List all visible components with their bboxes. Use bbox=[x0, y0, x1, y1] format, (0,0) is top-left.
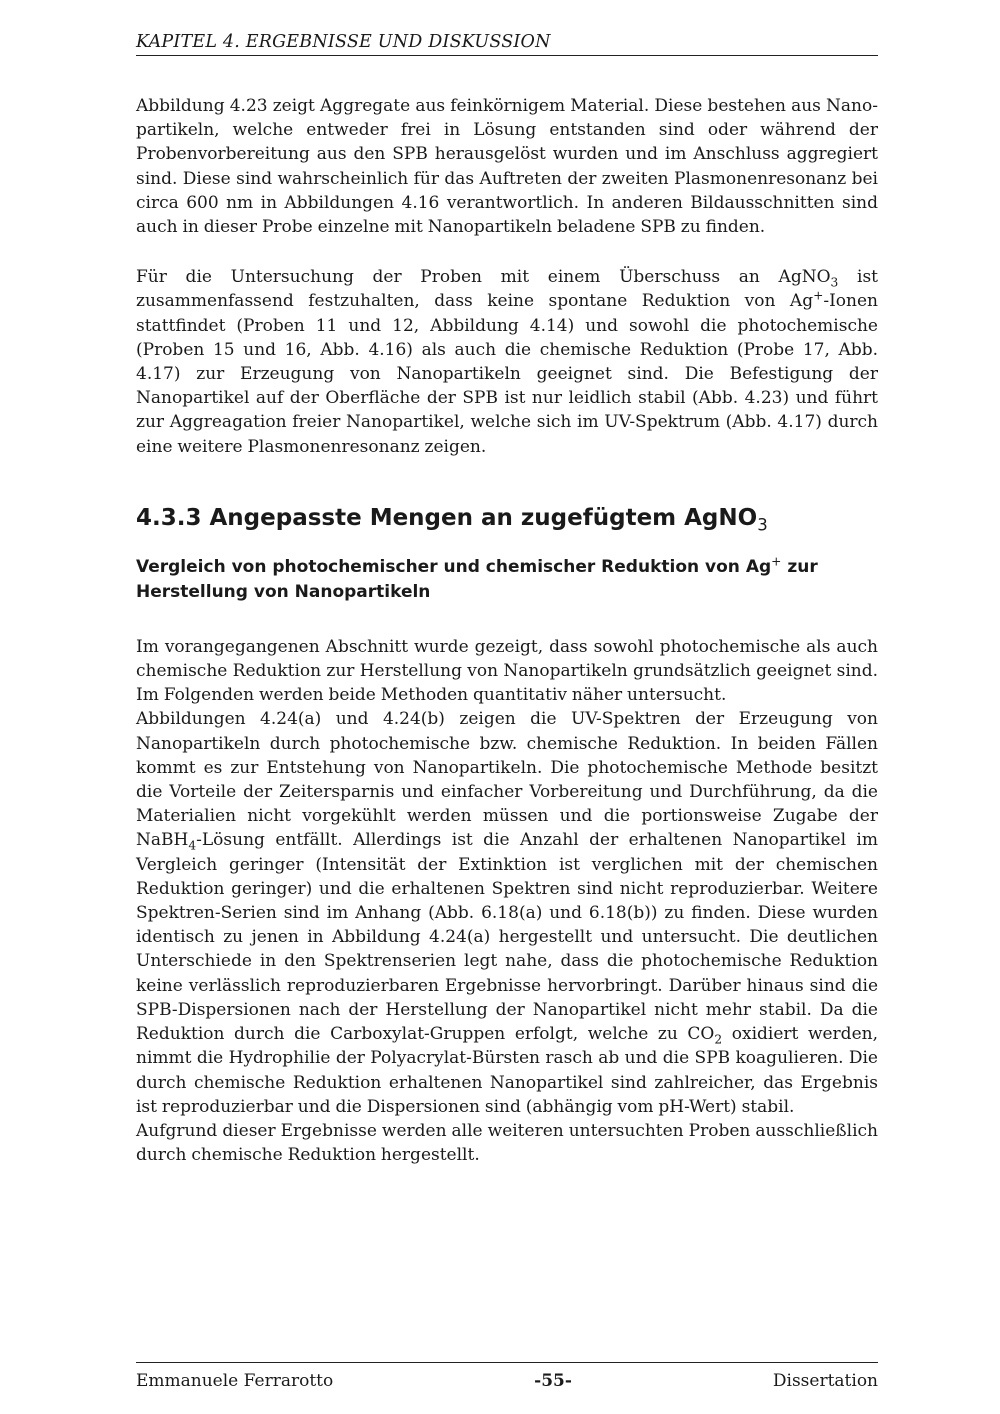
paragraph-aggregates: Abbildung 4.23 zeigt Aggregate aus feinkörnigem Material. Diese bestehen aus Nanopartikeln, welche entweder frei in Lösung entstanden sind oder während der Probenvorbereitung aus den SPB herausgelöst wurden und im Anschluss aggregiert sind. Diese sind wahrscheinlich für das Auftreten der zweiten Plasmonenresonanz bei circa 600 nm in Abbildungen 4.16 verantwortlich. In anderen Bildausschnitten sind auch in dieser Probe einzelne mit Nanopartikeln beladene SPB zu finden. bbox=[136, 96, 878, 238]
paragraph-text: Für die Untersuchung der Proben mit einem Überschuss an AgNO bbox=[136, 267, 831, 288]
footer-author: Emmanuele Ferrarotto bbox=[136, 1371, 334, 1391]
paragraph-agno3-summary bbox=[136, 265, 878, 459]
running-header bbox=[136, 32, 878, 56]
subscript: 2 bbox=[714, 1032, 723, 1047]
subsection-heading-text: Vergleich von photochemischer und chemischer Reduktion von Ag bbox=[136, 556, 772, 577]
paragraph-text: Abbildungen 4.24(a) und 4.24(b) zeigen die UV-Spektren der Erzeugung von Nanopartikeln durch photochemische bzw. chemische Reduktion. In beiden Fällen kommt es zur Entstehung von Nanopartikeln. Die photochemische Methode besitzt die Vorteile der Zeitersparnis und einfacher Vorbereitung und Durchführung, da die Materialien nicht vorgekühlt werden müssen und die portionsweise Zugabe der NaBH bbox=[136, 709, 878, 851]
paragraph-conclusion: Aufgrund dieser Ergebnisse werden alle weiteren untersuchten Proben ausschließlich durch chemische Reduktion hergestellt. bbox=[136, 1120, 878, 1166]
subscript: 3 bbox=[757, 515, 768, 535]
section-heading bbox=[136, 503, 878, 533]
paragraph-intro-comparison: Im vorangegangenen Abschnitt wurde gezeigt, dass sowohl photochemische als auch chemische Reduktion zur Herstellung von Nanopartikeln grundsätzlich geeignet sind. Im Folgenden werden beide Methoden quantitativ näher untersucht. bbox=[136, 636, 878, 706]
footer-doc-type: Dissertation bbox=[772, 1371, 878, 1391]
subscript: 4 bbox=[188, 838, 197, 853]
paragraph-uv-spectra bbox=[136, 707, 878, 1118]
section-heading-text: 4.3.3 Angepasste Mengen an zugefügtem AgNO bbox=[136, 504, 758, 531]
subscript: 3 bbox=[830, 275, 839, 290]
page-footer bbox=[136, 1362, 878, 1391]
page-body bbox=[136, 94, 878, 1167]
subsection-heading bbox=[136, 555, 878, 605]
running-header-title: KAPITEL 4. ERGEBNISSE UND DISKUSSION bbox=[136, 32, 551, 52]
paragraph-text: -Ionen stattfindet (Proben 11 und 12, Abbildung 4.14) und sowohl die photochemische (Proben 15 und 16, Abb. 4.16) als auch die chemische Reduktion (Probe 17, Abb. 4.17) zur Erzeugung von Nanopartikeln geeignet sind. Die Befestigung der Nanopartikel auf der Oberfläche der SPB ist nur leidlich stabil (Abb. 4.23) und führt zur Aggreagation freier Nanopartikel, welche sich im UV-Spektrum (Abb. 4.17) durch eine weitere Plasmonenresonanz zeigen. bbox=[136, 291, 878, 457]
page-number: -55- bbox=[534, 1371, 572, 1391]
superscript: + bbox=[813, 288, 824, 303]
paragraph-text: -Lösung entfällt. Allerdings ist die Anzahl der erhaltenen Nanopartikel im Vergleich geringer (Intensität der Extinktion ist verglichen mit der chemischen Reduktion geringer) und die erhaltenen Spektren sind nicht reproduzierbar. Weitere Spektren-Serien sind im Anhang (Abb. 6.18(a) und 6.18(b)) zu finden. Diese wurden identisch zu jenen in Abbildung 4.24(a) hergestellt und untersucht. Die deutlichen Unterschiede in den Spektrenserien legt nahe, dass die photochemische Reduktion keine verlässlich reproduzierbaren Ergebnisse hervorbringt. Darüber hinaus sind die SPB-Dispersionen nach der Herstellung der Nanopartikel nicht mehr stabil. Da die Reduktion durch die Carboxylat-Gruppen erfolgt, welche zu CO bbox=[136, 830, 878, 1045]
subsection-heading-text: zur Herstellung von Nanopartikeln bbox=[136, 556, 818, 602]
paragraph-text: oxidiert werden, nimmt die Hydrophilie der Polyacrylat-Bürsten rasch ab und die SPB koagulieren. Die durch chemische Reduktion erhaltenen Nanopartikel sind zahlreicher, das Ergebnis ist reproduzierbar und die Dispersionen sind (abhängig vom pH-Wert) stabil. bbox=[136, 1024, 878, 1117]
paragraph-text: ist zusammenfassend festzuhalten, dass keine spontane Reduktion von Ag bbox=[136, 267, 878, 312]
superscript: + bbox=[771, 554, 782, 569]
